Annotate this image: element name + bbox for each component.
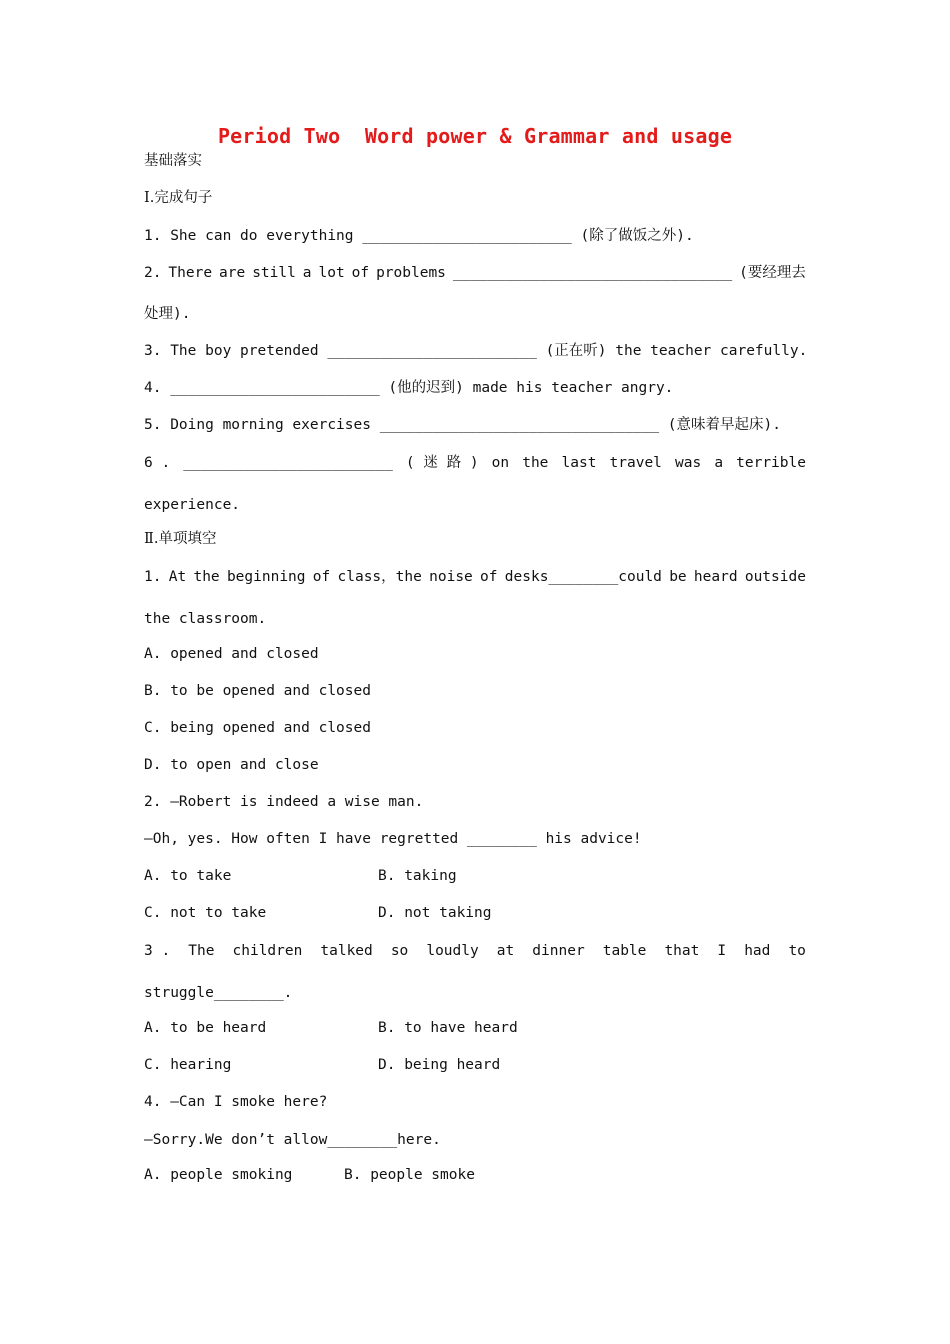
word: to	[788, 943, 806, 959]
word: was	[675, 455, 702, 471]
part2-question-4-line2: —Sorry.We don’t allow________here.	[144, 1132, 441, 1148]
word: of	[312, 569, 331, 585]
part2-heading	[144, 529, 216, 549]
part1-heading	[144, 188, 212, 208]
part1-question-4: 4. ________________________ (他的迟到) made his teacher angry.	[144, 380, 674, 396]
part2-heading-text: 单项填空	[158, 531, 217, 547]
word: terrible	[736, 455, 806, 471]
page-title: Period Two Word power & Grammar and usage	[217, 124, 733, 148]
word: a	[302, 265, 312, 281]
option-a: A. people smoking	[144, 1167, 293, 1183]
option-b: B. people smoke	[344, 1167, 475, 1183]
part1-heading-text: 完成句子	[154, 190, 213, 206]
part2-heading-num: Ⅱ.	[144, 531, 159, 547]
option-b: B. to have heard	[378, 1020, 518, 1036]
word: 6 .	[144, 455, 171, 471]
word: (要经理去	[739, 265, 806, 281]
word: the	[522, 455, 549, 471]
word: that	[664, 943, 700, 959]
word: problems	[376, 265, 446, 281]
word: ( 迷 路 )	[405, 455, 479, 471]
option-a: A. to be heard	[144, 1020, 267, 1036]
answer-blank: ________________________	[183, 455, 393, 471]
part1-question-2-continued: 处理).	[144, 306, 191, 322]
part2-question-1	[144, 567, 806, 587]
word: 3 .	[144, 943, 171, 959]
option-d: D. not taking	[378, 905, 492, 921]
word: had	[744, 943, 771, 959]
word: At	[168, 569, 187, 585]
word: on	[491, 455, 510, 471]
word: beginning	[226, 569, 306, 585]
part1-question-6	[144, 453, 806, 473]
word: lot	[318, 265, 345, 281]
word: heard	[693, 569, 738, 585]
word: loudly	[426, 943, 479, 959]
word: outside	[744, 569, 806, 585]
word: class，the	[337, 569, 422, 585]
part1-question-2	[144, 263, 806, 283]
word: a	[714, 455, 724, 471]
answer-blank: desks________could	[504, 569, 662, 585]
word: last	[561, 455, 597, 471]
word: talked	[320, 943, 373, 959]
word: so	[390, 943, 409, 959]
word: of	[480, 569, 498, 585]
option-d: D. to open and close	[144, 757, 319, 773]
word: noise	[429, 569, 473, 585]
word: of	[351, 265, 370, 281]
part1-question-3: 3. The boy pretended ________________________ (正在听) the teacher carefully.	[144, 343, 808, 359]
part2-question-3-continued: struggle________.	[144, 985, 293, 1001]
word: the	[193, 569, 220, 585]
part2-question-4-line1: 4. —Can I smoke here?	[144, 1094, 328, 1110]
part2-question-2-line2: —Oh, yes. How often I have regretted ________ his advice!	[144, 831, 642, 847]
word: travel	[609, 455, 662, 471]
part1-question-6-continued: experience.	[144, 497, 241, 513]
word: be	[669, 569, 687, 585]
answer-blank: ________________________________	[452, 265, 733, 281]
option-d: D. being heard	[378, 1057, 501, 1073]
word: I	[717, 943, 727, 959]
part1-question-5: 5. Doing morning exercises ________________________________ (意味着早起床).	[144, 417, 781, 433]
option-b: B. taking	[378, 868, 457, 884]
option-c: C. hearing	[144, 1057, 232, 1073]
option-b: B. to be opened and closed	[144, 683, 371, 699]
part1-heading-num: I.	[144, 190, 155, 206]
option-c: C. not to take	[144, 905, 267, 921]
part2-question-3	[144, 941, 806, 961]
word: There	[168, 265, 213, 281]
word: The	[188, 943, 215, 959]
section-heading: 基础落实	[144, 153, 202, 169]
word: 2.	[144, 265, 162, 281]
part1-question-1: 1. She can do everything ________________________ (除了做饭之外).	[144, 228, 694, 244]
word: children	[232, 943, 303, 959]
word: are	[219, 265, 246, 281]
option-a: A. to take	[144, 868, 232, 884]
word: 1.	[144, 569, 162, 585]
word: at	[496, 943, 515, 959]
option-a: A. opened and closed	[144, 646, 319, 662]
option-c: C. being opened and closed	[144, 720, 371, 736]
part2-question-2-line1: 2. —Robert is indeed a wise man.	[144, 794, 424, 810]
word: still	[252, 265, 296, 281]
word: dinner	[532, 943, 585, 959]
part2-question-1-continued: the classroom.	[144, 611, 267, 627]
word: table	[602, 943, 647, 959]
